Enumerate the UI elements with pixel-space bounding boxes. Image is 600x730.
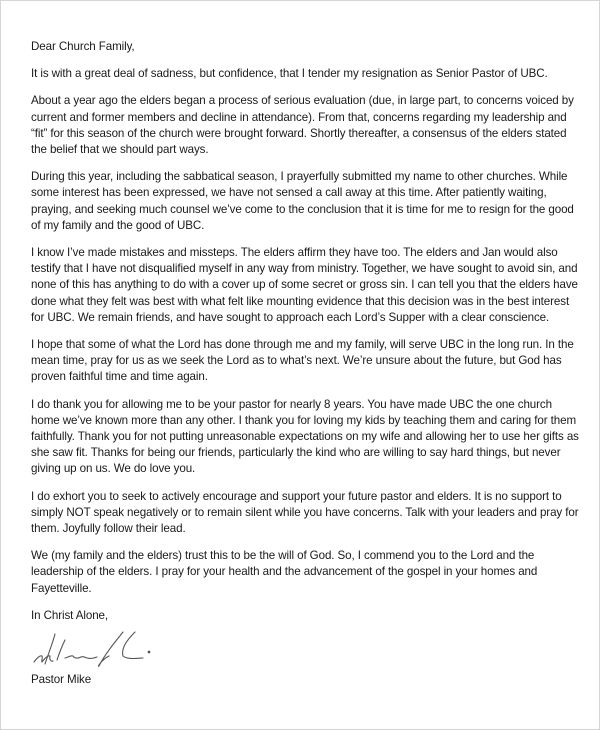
paragraph-exhortation: I do exhort you to seek to actively encourage and support your future pastor and elders. It is no support to simply NOT speak negatively or to remain silent while you have concerns. Talk with your leaders and pray for them. Joyfully follow their lead.	[31, 489, 579, 536]
paragraph-sabbatical: During this year, including the sabbatical season, I prayerfully submitted my name to other churches. While some interest has been expressed, we have not sensed a call away at this time. After patiently waiting, praying, and seeking much counsel we’ve come to the conclusion that it is time for me to resign for the good of my family and the good of UBC.	[31, 170, 574, 232]
paragraph-resignation: It is with a great deal of sadness, but confidence, that I tender my resignation as Senior Pastor of UBC.	[31, 67, 548, 81]
salutation: Dear Church Family,	[31, 40, 135, 53]
signature-icon	[31, 628, 579, 670]
paragraph-hope: I hope that some of what the Lord has done through me and my family, will serve UBC in the long run. In the mean time, pray for us as we seek the Lord as to what’s next. We’re unsure about the future, but God has proven faithful time and time again.	[31, 338, 574, 384]
paragraph-evaluation: About a year ago the elders began a process of serious evaluation (due, in large part, to concerns voiced by current and former members and decline in attendance). From that, concerns regarding my leadership and “fit” for this season of the church were brought forward. Shortly thereafter, a consensus of the elders stated the belief that we should part ways.	[31, 94, 574, 157]
closing: In Christ Alone,	[31, 608, 109, 622]
signer-name: Pastor Mike	[31, 673, 92, 687]
paragraph-commendation: We (my family and the elders) trust this to be the will of God. So, I commend you to the Lord and the leadership of the elders. I pray for your health and the advancement of the gospel in your homes and Fayetteville.	[31, 549, 538, 595]
paragraph-thanks: I do thank you for allowing me to be your pastor for nearly 8 years. You have made UBC the one church home we’ve known more than any other. I thank you for loving my kids by teaching them and caring for them faithfully. Thank you for not putting unreasonable expectations on my wife and allowing her to use her gifts as she saw fit. Thanks for being our friends, particularly the kind who are willing to say hard things, but never giving up on us. We do love you.	[31, 397, 579, 476]
paragraph-mistakes: I know I’ve made mistakes and missteps. The elders affirm they have too. The elders and Jan would also testify that I have not disqualified myself in any way from ministry. Together, we have sought to avoid sin, and none of this has anything to do with a cover up of some secret or gross sin. I can tell you that the elders have done what they felt was best with what felt like mounting evidence that this decision was in the best interest for UBC. We remain friends, and have sought to approach each Lord’s Supper with a clear conscience.	[31, 246, 578, 324]
